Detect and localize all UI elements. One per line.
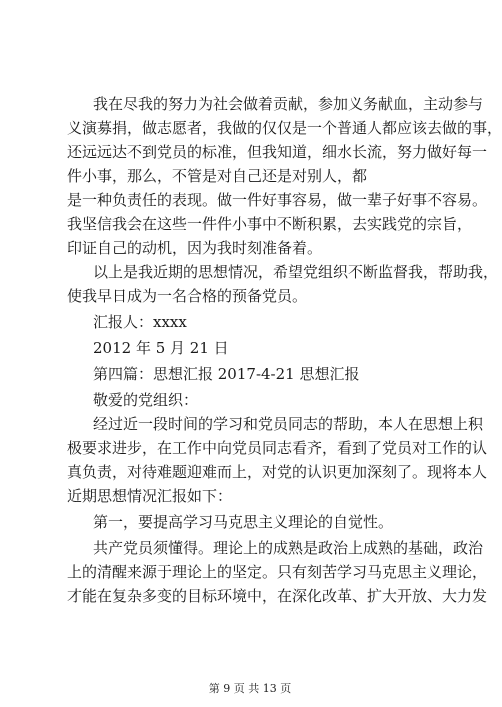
paragraph-line: 使我早日成为一名合格的预备党员。 xyxy=(67,287,308,305)
paragraph-line: 印证自己的动机，因为我时刻准备着。 xyxy=(67,239,323,257)
section-heading: 第四篇：思想汇报 2017-4-21 思想汇报 xyxy=(93,365,360,383)
paragraph-line: 我在尽我的努力为社会做着贡献，参加义务献血，主动参与 xyxy=(93,95,484,113)
paragraph-line: 共产党员须懂得。理论上的成熟是政治上成熟的基础，政治 xyxy=(93,539,484,557)
paragraph-line: 极要求进步，在工作中向党员同志看齐，看到了党员对工作的认 xyxy=(67,439,488,457)
paragraph-line: 是一种负责任的表现。做一件好事容易，做一辈子好事不容易。 xyxy=(67,191,488,209)
paragraph-line: 以上是我近期的思想情况，希望党组织不断监督我，帮助我， xyxy=(93,263,499,281)
paragraph-line: 上的清醒来源于理论上的坚定。只有刻苦学习马克思主义理论， xyxy=(67,563,488,581)
page-footer: 第 9 页 共 13 页 xyxy=(208,682,292,695)
paragraph-line: 还远远达不到党员的标准，但我知道，细水长流，努力做好每一 xyxy=(67,143,488,161)
date-line: 2012 年 5 月 21 日 xyxy=(93,339,229,357)
reporter-line: 汇报人：xxxx xyxy=(93,313,187,331)
paragraph-line: 第一，要提高学习马克思主义理论的自觉性。 xyxy=(93,513,394,531)
paragraph-line: 件小事，那么，不管是对自己还是对别人，都 xyxy=(67,167,368,185)
salutation: 敬爱的党组织： xyxy=(93,391,199,409)
paragraph-line: 我坚信我会在这些一件件小事中不断积累，去实践党的宗旨， xyxy=(67,215,473,233)
paragraph-line: 经过近一段时间的学习和党员同志的帮助，本人在思想上积 xyxy=(93,415,484,433)
paragraph-line: 义演募捐，做志愿者，我做的仅仅是一个普通人都应该去做的事， xyxy=(67,119,502,137)
paragraph-line: 真负责，对待难题迎难而上，对党的认识更加深刻了。现将本人 xyxy=(67,463,488,481)
paragraph-line: 才能在复杂多变的目标环境中，在深化改革、扩大开放、大力发 xyxy=(67,587,488,605)
paragraph-line: 近期思想情况汇报如下： xyxy=(67,487,233,505)
